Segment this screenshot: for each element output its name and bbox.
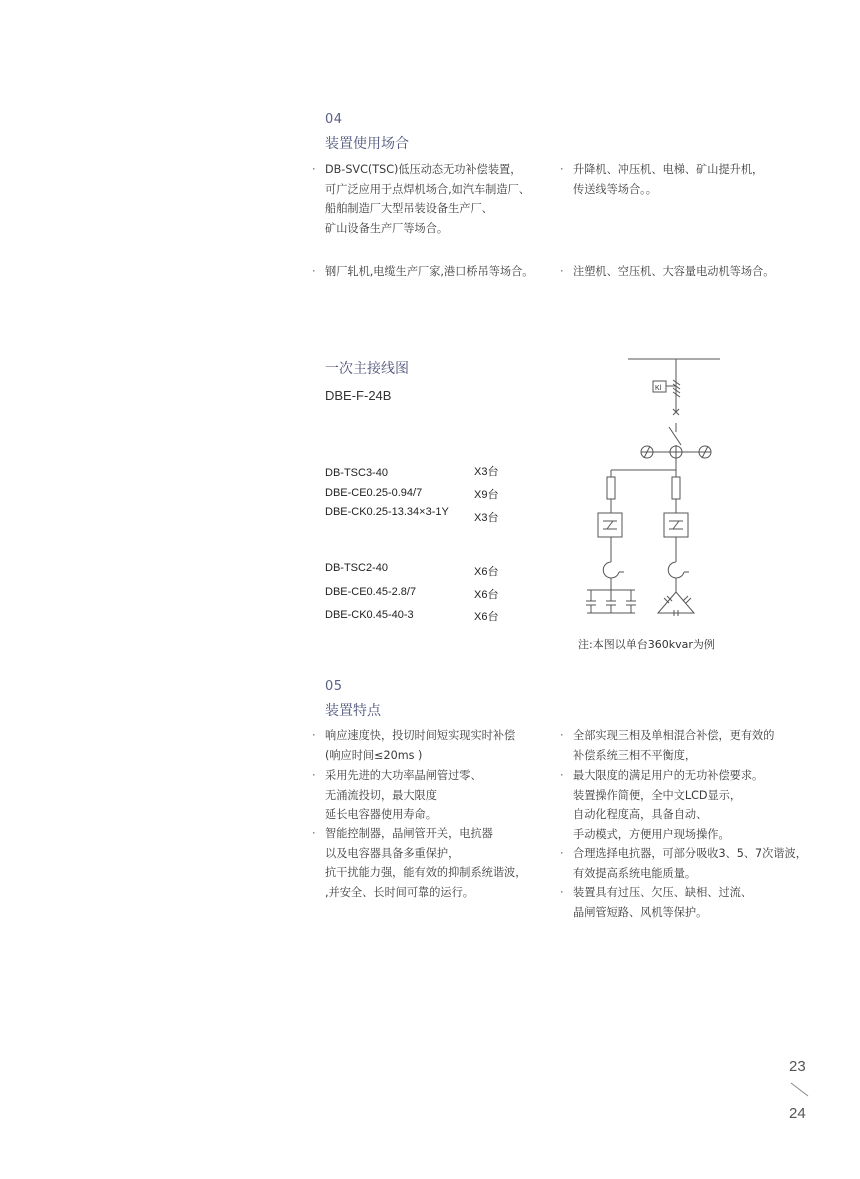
spec-qty: X3台 — [474, 466, 499, 478]
bullet-dot-icon: · — [560, 769, 564, 782]
list-item — [312, 262, 534, 282]
spec-qty: X6台 — [474, 589, 499, 601]
bullet-dot-icon: · — [312, 163, 316, 176]
line: 升降机、冲压机、电梯、矿山提升机， — [573, 163, 764, 176]
line: 以及电容器具备多重保护， — [325, 846, 460, 860]
list-item — [560, 160, 764, 199]
bullet-dot-icon: · — [560, 729, 564, 742]
list-item — [560, 883, 753, 922]
spec-qty: X3台 — [474, 512, 499, 524]
list-item — [560, 726, 775, 765]
spec-qty: X6台 — [474, 611, 499, 623]
spec-qty: X9台 — [474, 489, 499, 501]
line: 响应速度快，投切时间短实现实时补偿 — [325, 729, 516, 742]
line: 钢厂轧机,电缆生产厂家,港口桥吊等场合。 — [325, 265, 534, 278]
bullet-dot-icon: · — [312, 265, 316, 278]
list-item — [312, 726, 516, 765]
bullet-dot-icon: · — [560, 265, 564, 278]
bullet-dot-icon: · — [560, 847, 564, 860]
line: 最大限度的满足用户的无功补偿要求。 — [573, 769, 764, 782]
line: DB-SVC(TSC)低压动态无功补偿装置， — [325, 163, 522, 176]
page-separator-slash-icon — [788, 1080, 812, 1100]
line: 抗干扰能力强，能有效的抑制系统谐波， — [325, 866, 527, 879]
section-04-title: 装置使用场合 — [325, 136, 409, 152]
line: 延长电容器使用寿命。 — [325, 808, 437, 821]
line: 矿山设备生产厂等场合。 — [325, 221, 449, 235]
page-number-left: 23 — [789, 1058, 806, 1075]
line: 可广泛应用于点焊机场合,如汽车制造厂、 — [325, 182, 530, 196]
section-04-number: 04 — [325, 112, 343, 127]
list-item — [560, 844, 807, 883]
list-item — [312, 766, 482, 825]
bullet-dot-icon: · — [560, 163, 564, 176]
line: 全部实现三相及单相混合补偿，更有效的 — [573, 729, 775, 742]
wiring-model: DBE-F-24B — [325, 388, 392, 403]
diagram-note: 注:本图以单台360kvar为例 — [578, 638, 715, 651]
spec-qty: X6台 — [474, 566, 499, 578]
line: 智能控制器，晶闸管开关，电抗器 — [325, 827, 493, 840]
bullet-dot-icon: · — [312, 769, 316, 782]
line: 自动化程度高，具备自动、 — [573, 808, 708, 821]
spec-name: DBE-CE0.25-0.94/7 — [325, 487, 423, 499]
reactor-left — [603, 562, 619, 578]
delta-capacitor-bank — [658, 592, 694, 613]
fuse-right — [672, 477, 680, 499]
line: 采用先进的大功率晶闸管过零、 — [325, 769, 482, 782]
list-item — [560, 262, 775, 282]
line: ,并安全、长时间可靠的运行。 — [325, 885, 474, 899]
section-05-title: 装置特点 — [325, 703, 381, 719]
line: 传送线等场合。。 — [573, 182, 657, 196]
spec-name: DBE-CE0.45-2.8/7 — [325, 586, 417, 598]
line: 手动模式，方便用户现场操作。 — [573, 827, 730, 841]
breaker-blade — [669, 427, 681, 445]
reactor-right — [668, 562, 684, 578]
line: 无涌流投切，最大限度 — [325, 788, 437, 802]
line: 船舶制造厂大型吊装设备生产厂、 — [325, 202, 493, 215]
spec-name: DB-TSC3-40 — [325, 467, 388, 479]
single-line-diagram — [575, 350, 735, 630]
bullet-dot-icon: · — [560, 886, 564, 899]
page-number-right: 24 — [789, 1105, 806, 1122]
line: 合理选择电抗器，可部分吸收3、5、7次谐波， — [573, 847, 807, 860]
line: 注塑机、空压机、大容量电动机等场合。 — [573, 265, 775, 278]
list-item — [312, 824, 527, 902]
spec-name: DBE-CK0.45-40-3 — [325, 609, 414, 621]
line: 晶闸管短路、风机等保护。 — [573, 905, 708, 919]
line: 装置操作简便，全中文LCD显示， — [573, 788, 742, 802]
list-item — [560, 766, 764, 844]
line: 装置具有过压、欠压、缺相、过流、 — [573, 886, 753, 899]
fuse-left — [607, 477, 615, 499]
line: 补偿系统三相不平衡度， — [573, 748, 697, 762]
list-item — [312, 160, 530, 238]
bullet-dot-icon: · — [312, 827, 316, 840]
wiring-title: 一次主接线图 — [325, 361, 409, 377]
section-05-number: 05 — [325, 679, 343, 694]
bullet-dot-icon: · — [312, 729, 316, 742]
line: 有效提高系统电能质量。 — [573, 866, 697, 880]
spec-name: DBE-CK0.25-13.34×3-1Y — [325, 506, 449, 518]
spec-name: DB-TSC2-40 — [325, 562, 388, 574]
kl-label: Kl — [655, 385, 662, 392]
line: (响应时间≤20ms ) — [325, 748, 423, 762]
